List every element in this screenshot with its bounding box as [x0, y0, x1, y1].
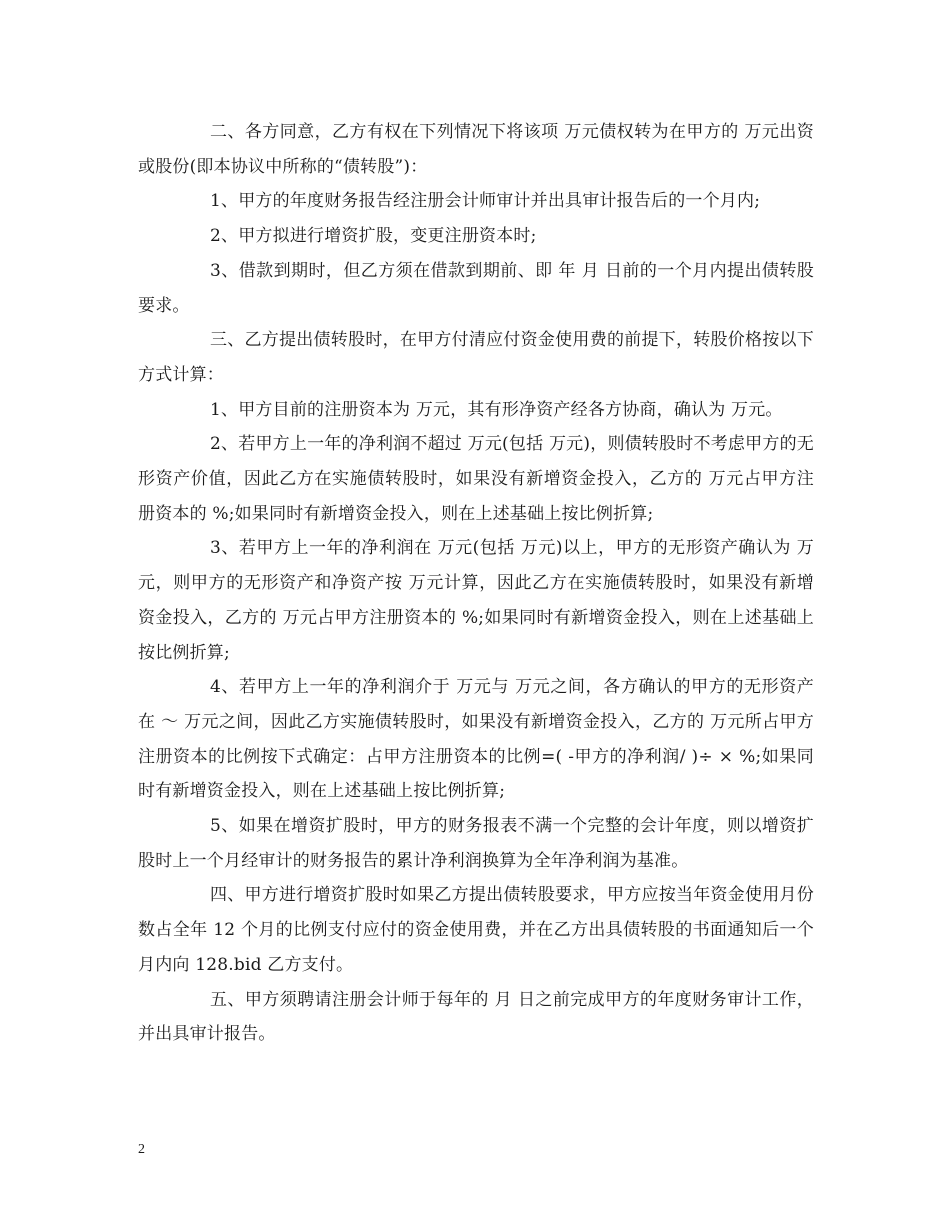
page-number: 2	[138, 1142, 145, 1157]
paragraph-clause-2: 二、各方同意，乙方有权在下列情况下将该项 万元债权转为在甲方的 万元出资或股份(即本协议中所称的“债转股”)：	[138, 122, 814, 177]
document-body	[138, 115, 814, 1052]
paragraph-clause-2-item-2: 2、甲方拟进行增资扩股，变更注册资本时;	[210, 226, 537, 247]
paragraph-clause-3-item-4: 4、若甲方上一年的净利润介于 万元与 万元之间，各方确认的甲方的无形资产在 ～ 万元之间，因此乙方实施债转股时，如果没有新增资金投入，乙方的 万元所占甲方注册资本的比例按下式确定：占甲方注册资本的比例=( -甲方的净利润/ )÷ × %;如果同时有新增资金投入，则在上述基础上按比例折算;	[138, 677, 814, 802]
paragraph-clause-3-item-1: 1、甲方目前的注册资本为 万元，其有形净资产经各方协商，确认为 万元。	[210, 399, 783, 420]
paragraph-clause-3-item-2: 2、若甲方上一年的净利润不超过 万元(包括 万元)，则债转股时不考虑甲方的无形资产价值，因此乙方在实施债转股时，如果没有新增资金投入，乙方的 万元占甲方注册资本的 %;如果同时有新增资金投入，则在上述基础上按比例折算;	[138, 434, 814, 524]
paragraph-clause-3-item-3: 3、若甲方上一年的净利润在 万元(包括 万元)以上，甲方的无形资产确认为 万元，则甲方的无形资产和净资产按 万元计算，因此乙方在实施债转股时，如果没有新增资金投入，乙方的 万元占甲方注册资本的 %;如果同时有新增资金投入，则在上述基础上按比例折算;	[138, 538, 814, 663]
paragraph-clause-5: 五、甲方须聘请注册会计师于每年的 月 日之前完成甲方的年度财务审计工作，并出具审计报告。	[138, 989, 814, 1045]
paragraph-clause-3: 三、乙方提出债转股时，在甲方付清应付资金使用费的前提下，转股价格按以下方式计算：	[138, 330, 814, 385]
paragraph-clause-2-item-1: 1、甲方的年度财务报告经注册会计师审计并出具审计报告后的一个月内;	[210, 191, 761, 212]
paragraph-clause-3-item-5: 5、如果在增资扩股时，甲方的财务报表不满一个完整的会计年度，则以增资扩股时上一个月经审计的财务报告的累计净利润换算为全年净利润为基准。	[138, 816, 814, 871]
paragraph-clause-4: 四、甲方进行增资扩股时如果乙方提出债转股要求，甲方应按当年资金使用月份数占全年 12 个月的比例支付应付的资金使用费，并在乙方出具债转股的书面通知后一个月内向 128.bid 乙方支付。	[138, 885, 814, 975]
paragraph-clause-2-item-3: 3、借款到期时，但乙方须在借款到期前、即 年 月 日前的一个月内提出债转股要求。	[138, 260, 814, 316]
